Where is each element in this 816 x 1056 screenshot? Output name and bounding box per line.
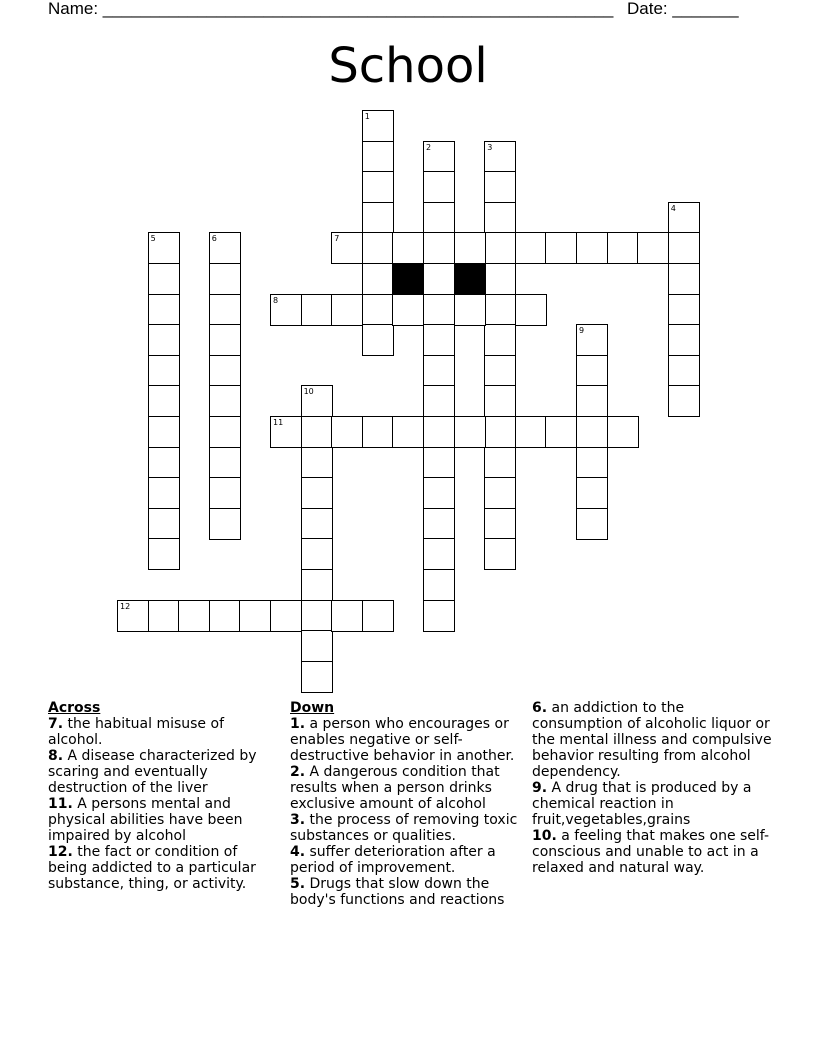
grid-cell[interactable] [484,202,516,234]
grid-cell[interactable] [301,630,333,662]
grid-cell[interactable] [362,416,394,448]
clue-number: 12 [120,601,131,611]
clue-number: 9 [579,326,585,336]
grid-cell[interactable] [668,202,700,234]
grid-cell[interactable] [209,508,241,540]
grid-cell[interactable] [484,263,516,295]
down-clue [290,812,526,844]
down-clue [532,780,772,828]
clue-number-label: 5. [290,876,306,892]
clue-text: an addiction to the consumption of alcoholic liquor or the mental illness and compulsive behavior resulting from alcohol dependency. [532,700,772,780]
clue-number-label: 3. [290,812,306,828]
grid-cell[interactable] [668,232,700,264]
grid-cell[interactable] [484,477,516,509]
grid-cell[interactable] [209,324,241,356]
grid-cell[interactable] [209,385,241,417]
grid-cell[interactable] [423,324,455,356]
down-clue [290,764,526,812]
grid-cell[interactable] [454,232,486,264]
down-clues-continued [532,700,772,876]
clue-number-label: 9. [532,780,548,796]
down-clue [290,844,526,876]
grid-cell[interactable] [209,263,241,295]
grid-cell[interactable] [270,416,302,448]
grid-cell[interactable] [423,141,455,173]
clue-text: the fact or condition of being addicted to a particular substance, thing, or activity. [48,844,256,892]
grid-cell[interactable] [576,477,608,509]
grid-cell[interactable] [148,416,180,448]
grid-cell[interactable] [515,416,547,448]
grid-cell[interactable] [331,416,363,448]
grid-cell[interactable] [209,477,241,509]
grid-cell[interactable] [148,477,180,509]
grid-cell[interactable] [668,324,700,356]
grid-cell[interactable] [362,110,394,142]
grid-cell[interactable] [178,600,210,632]
grid-cell[interactable] [423,202,455,234]
grid-cell[interactable] [423,477,455,509]
grid-cell[interactable] [576,355,608,387]
grid-cell[interactable] [484,447,516,479]
grid-cell[interactable] [270,600,302,632]
across-clue [48,748,280,796]
grid-cell[interactable] [148,447,180,479]
grid-cell[interactable] [301,294,333,326]
name-field-label: Name: ______________________________________________________ [48,0,614,18]
grid-cell[interactable] [607,232,639,264]
grid-cell[interactable] [148,600,180,632]
clue-number: 4 [670,203,676,213]
grid-cell[interactable] [423,416,455,448]
grid-cell[interactable] [209,416,241,448]
grid-cell[interactable] [331,600,363,632]
grid-cell[interactable] [301,508,333,540]
grid-cell[interactable] [423,600,455,632]
grid-cell[interactable] [423,294,455,326]
grid-cell[interactable] [423,263,455,295]
grid-cell[interactable] [484,324,516,356]
grid-cell[interactable] [392,416,424,448]
grid-cell[interactable] [484,538,516,570]
grid-cell[interactable] [423,508,455,540]
grid-cell[interactable] [576,416,608,448]
grid-cell[interactable] [301,538,333,570]
grid-cell[interactable] [301,569,333,601]
clue-number-label: 11. [48,796,73,812]
grid-cell[interactable] [484,294,516,326]
clue-number: 8 [273,295,279,305]
grid-cell[interactable] [637,232,669,264]
clue-number-label: 7. [48,716,64,732]
grid-cell[interactable] [301,416,333,448]
grid-cell[interactable] [484,171,516,203]
grid-cell[interactable] [362,171,394,203]
grid-cell[interactable] [209,355,241,387]
across-clue [48,796,280,844]
clue-text: suffer deterioration after a period of improvement. [290,844,496,876]
grid-cell[interactable] [270,294,302,326]
clue-number: 1 [364,112,370,121]
grid-cell[interactable] [607,416,639,448]
down-clue [290,716,526,764]
grid-cell[interactable] [148,324,180,356]
down-clue [290,876,526,908]
grid-cell[interactable] [423,538,455,570]
grid-cell[interactable] [148,355,180,387]
black-cell [392,263,424,295]
grid-cell[interactable] [362,202,394,234]
grid-cell[interactable] [331,294,363,326]
grid-cell[interactable] [209,600,241,632]
grid-cell[interactable] [484,508,516,540]
clue-number: 5 [150,234,156,244]
grid-cell[interactable] [392,232,424,264]
grid-cell[interactable] [545,416,577,448]
clue-number: 2 [426,142,432,152]
clue-text: A drug that is produced by a chemical reaction in fruit,vegetables,grains [532,780,752,828]
across-clues [48,700,280,892]
across-clue [48,716,280,748]
down-heading: Down [290,700,335,716]
clue-text: A persons mental and physical abilities have been impaired by alcohol [48,796,243,844]
across-clue [48,844,280,892]
grid-cell[interactable] [301,385,333,417]
grid-cell[interactable] [301,447,333,479]
clue-number: 7 [334,234,340,244]
grid-cell[interactable] [576,508,608,540]
clue-number-label: 2. [290,764,306,780]
grid-cell[interactable] [515,232,547,264]
down-clue [532,828,772,876]
grid-cell[interactable] [239,600,271,632]
grid-cell[interactable] [209,447,241,479]
grid-cell[interactable] [484,385,516,417]
grid-cell[interactable] [148,508,180,540]
clue-number: 6 [211,234,217,244]
clue-text: A dangerous condition that results when a person drinks exclusive amount of alcohol [290,764,500,812]
clue-number-label: 6. [532,700,548,716]
grid-cell[interactable] [148,294,180,326]
clue-text: A disease characterized by scaring and eventually destruction of the liver [48,748,257,796]
grid-cell[interactable] [423,447,455,479]
grid-cell[interactable] [301,661,333,693]
grid-cell[interactable] [117,600,149,632]
clue-number-label: 10. [532,828,557,844]
puzzle-title: School [328,38,488,94]
grid-cell[interactable] [331,232,363,264]
grid-cell[interactable] [454,416,486,448]
grid-cell[interactable] [668,294,700,326]
grid-cell[interactable] [484,232,516,264]
grid-cell[interactable] [484,141,516,173]
down-clues [290,700,526,908]
grid-cell[interactable] [362,324,394,356]
clue-number: 10 [303,387,314,397]
grid-cell[interactable] [209,294,241,326]
grid-cell[interactable] [392,294,424,326]
grid-cell[interactable] [209,232,241,264]
grid-cell[interactable] [484,416,516,448]
clue-number-label: 8. [48,748,64,764]
clue-number: 3 [487,142,493,152]
grid-cell[interactable] [576,447,608,479]
clue-text: the habitual misuse of alcohol. [48,716,224,748]
black-cell [454,263,486,295]
grid-cell[interactable] [515,294,547,326]
clue-number: 11 [273,418,284,427]
grid-cell[interactable] [423,569,455,601]
clue-text: the process of removing toxic substances or qualities. [290,812,518,844]
grid-cell[interactable] [576,324,608,356]
grid-cell[interactable] [545,232,577,264]
grid-cell[interactable] [362,600,394,632]
grid-cell[interactable] [301,600,333,632]
grid-cell[interactable] [576,232,608,264]
grid-cell[interactable] [362,232,394,264]
clue-text: Drugs that slow down the body's functions and reactions [290,876,505,908]
clue-number-label: 12. [48,844,73,860]
across-heading: Across [48,700,101,716]
grid-cell[interactable] [668,385,700,417]
grid-cell[interactable] [423,171,455,203]
grid-cell[interactable] [668,263,700,295]
grid-cell[interactable] [423,385,455,417]
grid-cell[interactable] [148,232,180,264]
grid-cell[interactable] [423,232,455,264]
grid-cell[interactable] [148,385,180,417]
grid-cell[interactable] [301,477,333,509]
grid-cell[interactable] [668,355,700,387]
grid-cell[interactable] [576,385,608,417]
clue-text: a person who encourages or enables negative or self-destructive behavior in another. [290,716,515,764]
date-field-label: Date: _______ [627,0,739,18]
grid-cell[interactable] [423,355,455,387]
grid-cell[interactable] [362,263,394,295]
grid-cell[interactable] [148,538,180,570]
grid-cell[interactable] [454,294,486,326]
grid-cell[interactable] [484,355,516,387]
clue-number-label: 4. [290,844,306,860]
down-clue [532,700,772,780]
clue-text: a feeling that makes one self-conscious and unable to act in a relaxed and natural way. [532,828,770,876]
grid-cell[interactable] [362,294,394,326]
grid-cell[interactable] [148,263,180,295]
clue-number-label: 1. [290,716,306,732]
grid-cell[interactable] [362,141,394,173]
